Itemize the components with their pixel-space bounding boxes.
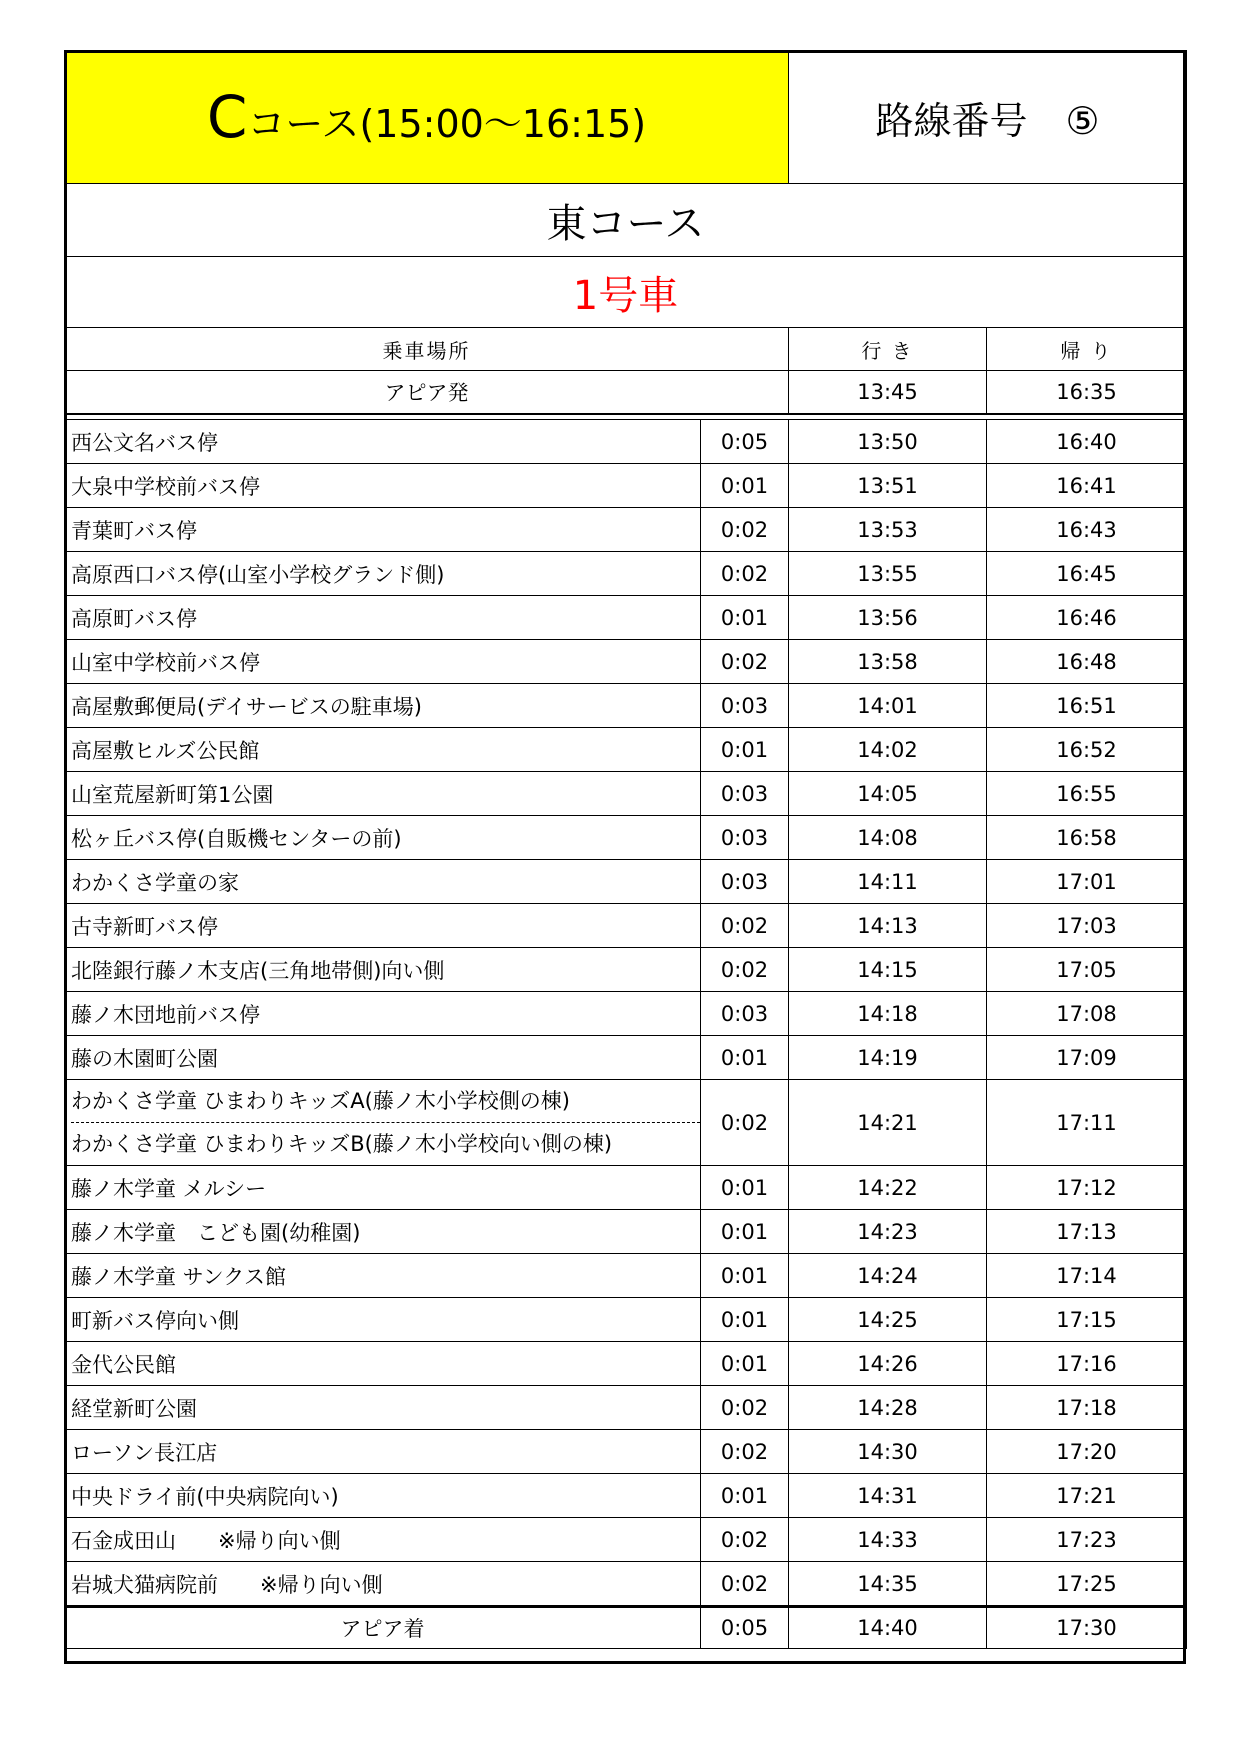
stop-outbound: 14:21 (789, 1080, 987, 1166)
stop-name: 中央ドライ前(中央病院向い) (65, 1474, 701, 1518)
stop-interval: 0:02 (701, 552, 789, 596)
stop-name: 西公文名バス停 (65, 420, 701, 464)
stop-outbound: 14:15 (789, 948, 987, 992)
start-outbound: 13:45 (789, 371, 987, 415)
stop-name: 山室荒屋新町第1公園 (65, 772, 701, 816)
stop-name: 高屋敷郵便局(デイサービスの駐車場) (65, 684, 701, 728)
start-name: アピア発 (65, 371, 789, 415)
stop-outbound: 13:56 (789, 596, 987, 640)
timetable-sheet (64, 50, 1186, 1649)
stop-outbound: 14:28 (789, 1386, 987, 1430)
stop-outbound: 14:31 (789, 1474, 987, 1518)
stop-interval: 0:01 (701, 1254, 789, 1298)
stop-return: 16:43 (987, 508, 1187, 552)
stop-name: 古寺新町バス停 (65, 904, 701, 948)
stop-outbound: 14:24 (789, 1254, 987, 1298)
stop-name: 高原町バス停 (65, 596, 701, 640)
table-row (65, 1518, 1187, 1562)
end-return: 17:30 (987, 1607, 1187, 1649)
stop-interval: 0:05 (701, 420, 789, 464)
stop-name: 大泉中学校前バス停 (65, 464, 701, 508)
end-interval: 0:05 (701, 1607, 789, 1649)
stop-name: 青葉町バス停 (65, 508, 701, 552)
table-row (65, 508, 1187, 552)
stop-outbound: 14:26 (789, 1342, 987, 1386)
stop-return: 16:48 (987, 640, 1187, 684)
stop-return: 17:09 (987, 1036, 1187, 1080)
stop-name: 石金成田山 ※帰り向い側 (65, 1518, 701, 1562)
stop-return: 16:41 (987, 464, 1187, 508)
stop-return: 16:45 (987, 552, 1187, 596)
stop-interval: 0:02 (701, 640, 789, 684)
table-row (65, 552, 1187, 596)
stop-name: わかくさ学童の家 (65, 860, 701, 904)
stop-interval: 0:01 (701, 728, 789, 772)
stop-name: 藤の木園町公園 (65, 1036, 701, 1080)
stop-interval: 0:02 (701, 1518, 789, 1562)
stop-outbound: 13:53 (789, 508, 987, 552)
stop-interval: 0:02 (701, 1386, 789, 1430)
stop-name: 藤ノ木学童 メルシー (65, 1166, 701, 1210)
stop-name: 山室中学校前バス停 (65, 640, 701, 684)
stop-name: 松ヶ丘バス停(自販機センターの前) (65, 816, 701, 860)
stop-return: 17:13 (987, 1210, 1187, 1254)
table-row (65, 728, 1187, 772)
stop-outbound: 14:19 (789, 1036, 987, 1080)
table-row (65, 1254, 1187, 1298)
table-row (65, 816, 1187, 860)
stop-interval: 0:01 (701, 596, 789, 640)
table-row (65, 1474, 1187, 1518)
column-header-row (65, 328, 1187, 371)
table-row-split (65, 1080, 1187, 1166)
stop-interval: 0:03 (701, 772, 789, 816)
timetable (64, 50, 1187, 1649)
stop-return: 17:03 (987, 904, 1187, 948)
stop-name: 高原西口バス停(山室小学校グランド側) (65, 552, 701, 596)
stop-interval: 0:02 (701, 508, 789, 552)
table-row (65, 596, 1187, 640)
stop-interval: 0:02 (701, 948, 789, 992)
table-row (65, 464, 1187, 508)
table-row (65, 684, 1187, 728)
stop-return: 17:14 (987, 1254, 1187, 1298)
stop-outbound: 14:35 (789, 1562, 987, 1607)
table-row (65, 992, 1187, 1036)
stop-name: 藤ノ木団地前バス停 (65, 992, 701, 1036)
stop-interval: 0:01 (701, 1036, 789, 1080)
stop-name: 経堂新町公園 (65, 1386, 701, 1430)
table-row (65, 1210, 1187, 1254)
end-row (65, 1607, 1187, 1649)
stop-name: 藤ノ木学童 こども園(幼稚園) (65, 1210, 701, 1254)
table-row (65, 1036, 1187, 1080)
stop-interval: 0:02 (701, 1080, 789, 1166)
stop-return: 17:08 (987, 992, 1187, 1036)
stop-interval: 0:02 (701, 904, 789, 948)
stop-interval: 0:01 (701, 1342, 789, 1386)
table-row (65, 1342, 1187, 1386)
stop-outbound: 14:30 (789, 1430, 987, 1474)
table-row (65, 420, 1187, 464)
stop-outbound: 14:08 (789, 816, 987, 860)
end-outbound: 14:40 (789, 1607, 987, 1649)
stop-interval: 0:03 (701, 860, 789, 904)
stop-return: 16:55 (987, 772, 1187, 816)
stop-outbound: 14:25 (789, 1298, 987, 1342)
stop-name: 北陸銀行藤ノ木支店(三角地帯側)向い側 (65, 948, 701, 992)
stop-return: 16:40 (987, 420, 1187, 464)
stop-return: 16:46 (987, 596, 1187, 640)
stop-return: 17:20 (987, 1430, 1187, 1474)
stop-interval: 0:03 (701, 816, 789, 860)
stop-name-a: わかくさ学童 ひまわりキッズA(藤ノ木小学校側の棟) (71, 1080, 700, 1123)
stop-interval: 0:01 (701, 1210, 789, 1254)
stop-return: 17:25 (987, 1562, 1187, 1607)
stop-return: 17:01 (987, 860, 1187, 904)
stop-outbound: 13:50 (789, 420, 987, 464)
course-time: コース(15:00～16:15) (247, 102, 647, 146)
start-row (65, 371, 1187, 415)
stop-return: 17:21 (987, 1474, 1187, 1518)
stop-interval: 0:01 (701, 1166, 789, 1210)
stop-interval: 0:03 (701, 684, 789, 728)
stop-interval: 0:01 (701, 464, 789, 508)
route-number: 路線番号 ⑤ (789, 51, 1187, 184)
table-row (65, 948, 1187, 992)
stop-outbound: 13:58 (789, 640, 987, 684)
stop-interval: 0:02 (701, 1562, 789, 1607)
stop-name: 町新バス停向い側 (65, 1298, 701, 1342)
column-outbound: 行 き (789, 328, 987, 371)
stop-return: 17:23 (987, 1518, 1187, 1562)
stop-interval: 0:01 (701, 1298, 789, 1342)
column-place: 乗車場所 (65, 328, 789, 371)
stop-return: 17:18 (987, 1386, 1187, 1430)
stop-outbound: 14:02 (789, 728, 987, 772)
stop-outbound: 14:22 (789, 1166, 987, 1210)
table-row (65, 1298, 1187, 1342)
stop-outbound: 14:05 (789, 772, 987, 816)
stop-outbound: 14:18 (789, 992, 987, 1036)
stop-name: 藤ノ木学童 サンクス館 (65, 1254, 701, 1298)
stop-outbound: 13:51 (789, 464, 987, 508)
car-name: 1号車 (65, 257, 1187, 328)
start-return: 16:35 (987, 371, 1187, 415)
stop-outbound: 14:23 (789, 1210, 987, 1254)
stop-return: 17:05 (987, 948, 1187, 992)
stop-return: 17:16 (987, 1342, 1187, 1386)
table-row (65, 1386, 1187, 1430)
stop-return: 16:52 (987, 728, 1187, 772)
course-name: 東コース (65, 184, 1187, 257)
stop-name: ローソン長江店 (65, 1430, 701, 1474)
stop-interval: 0:01 (701, 1474, 789, 1518)
column-return: 帰 り (987, 328, 1187, 371)
stop-name: 高屋敷ヒルズ公民館 (65, 728, 701, 772)
table-row (65, 640, 1187, 684)
stop-return: 17:12 (987, 1166, 1187, 1210)
course-letter: C (206, 83, 248, 151)
table-row (65, 904, 1187, 948)
stop-interval: 0:03 (701, 992, 789, 1036)
table-row (65, 1430, 1187, 1474)
table-row (65, 1166, 1187, 1210)
stop-outbound: 14:01 (789, 684, 987, 728)
stop-return: 17:15 (987, 1298, 1187, 1342)
stop-return: 16:58 (987, 816, 1187, 860)
stop-outbound: 14:33 (789, 1518, 987, 1562)
table-row (65, 772, 1187, 816)
stop-outbound: 14:11 (789, 860, 987, 904)
stop-outbound: 14:13 (789, 904, 987, 948)
stop-return: 17:11 (987, 1080, 1187, 1166)
stop-name: 岩城犬猫病院前 ※帰り向い側 (65, 1562, 701, 1607)
stop-interval: 0:02 (701, 1430, 789, 1474)
split-stop-names (65, 1080, 701, 1166)
stop-return: 16:51 (987, 684, 1187, 728)
end-name: アピア着 (65, 1607, 701, 1649)
table-row (65, 1562, 1187, 1607)
stop-name-b: わかくさ学童 ひまわりキッズB(藤ノ木小学校向い側の棟) (71, 1132, 613, 1156)
stop-outbound: 13:55 (789, 552, 987, 596)
table-row (65, 860, 1187, 904)
course-title (65, 51, 789, 184)
stop-name: 金代公民館 (65, 1342, 701, 1386)
